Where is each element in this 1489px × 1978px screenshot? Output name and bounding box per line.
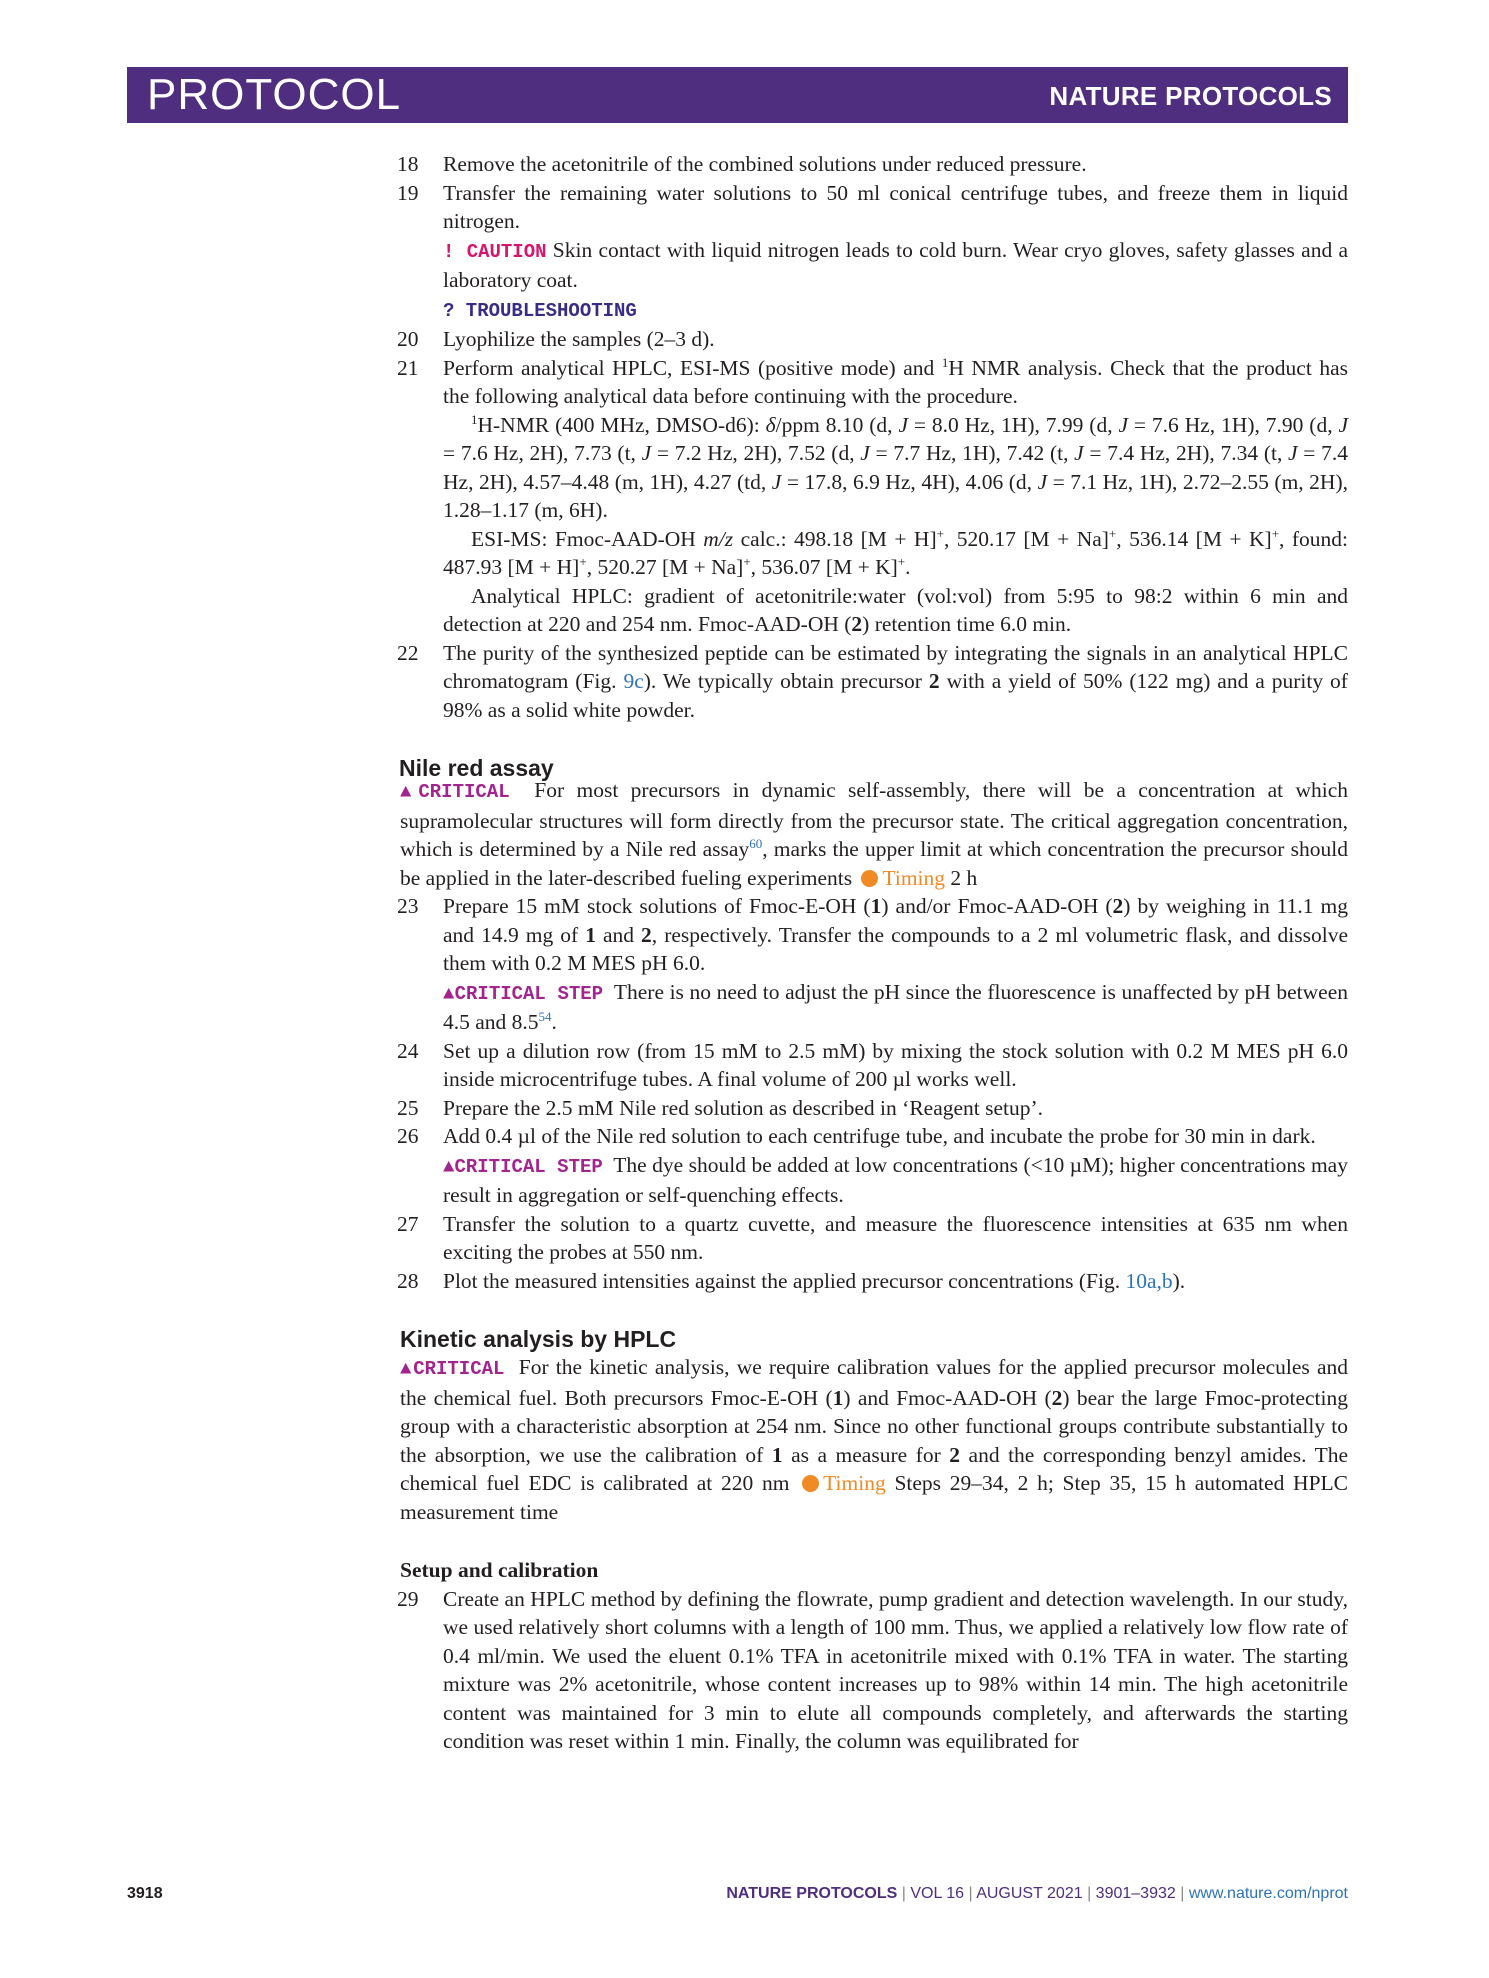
step-text: Transfer the remaining water solutions to 50 ml conical centrifuge tubes, and freeze them in liquid nitrogen.: [443, 180, 1348, 233]
subsection-heading: Setup and calibration: [400, 1558, 599, 1582]
step-19: [397, 179, 1348, 236]
step-text: Transfer the solution to a quartz cuvette, and measure the fluorescence intensities at 635 nm when exciting the probes at 550 nm.: [443, 1211, 1348, 1264]
step-number: 24: [397, 1038, 419, 1063]
intro-text: For most precursors in dynamic self-assembly, there will be a concentration at which supramolecular structures will form directly from the precursor state. The critical aggregation concentration, which is determined by a Nile red assay: [400, 778, 1348, 861]
step-26: [397, 1122, 1348, 1151]
timing-icon: [861, 870, 878, 887]
nmr-data: $^1$H-NMR (400 MHz, DMSO-d6): δ/ppm 8.10 (d, J = 8.0 Hz, 1H), 7.99 (d, J = 7.6 Hz, 1H), 7.90 (d, J = 7.6 Hz, 2H), 7.73 (t, J = 7.2 Hz, 2H), 7.52 (d, J = 7.7 Hz, 1H), 7.42 (t, J = 7.4 Hz, 2H), 7.34 (t, J = 7.4 Hz, 2H), 4.57–4.48 (m, 1H), 4.27 (td, J = 17.8, 6.9 Hz, 4H), 4.06 (d, J = 7.1 Hz, 1H), 2.72–2.55 (m, 2H), 1.28–1.17 (m, 6H).: [443, 411, 1349, 522]
footer-pages: 3901–3932: [1095, 1885, 1176, 1902]
step-text: Remove the acetonitrile of the combined solutions under reduced pressure.: [443, 152, 1087, 176]
step-number: 25: [397, 1095, 419, 1120]
timing-icon: [802, 1475, 819, 1492]
step-text: Prepare the 2.5 mM Nile red solution as described in ‘Reagent setup’.: [443, 1095, 1044, 1120]
critical-label: ▲CRITICAL: [400, 1358, 505, 1380]
troubleshooting-note: [400, 295, 1348, 326]
step-text: Prepare 15 mM stock solutions of Fmoc-E-OH (1) and/or Fmoc-AAD-OH (2) by weighing in 11.1 mg and 14.9 mg of 1 and 2, respectively. Transfer the compounds to a 2 ml volumetric flask, and dissolve them with 0.2 M MES pH 6.0.: [443, 894, 1349, 975]
step-number: 21: [397, 355, 419, 380]
step-number: 22: [397, 640, 419, 665]
step-18: [397, 150, 1348, 179]
critical-intro: [400, 776, 1348, 892]
step-text: [443, 1267, 1348, 1296]
footer-url[interactable]: www.nature.com/nprot: [1188, 1885, 1348, 1902]
step-29: [397, 1585, 1348, 1756]
timing-value: 2 h: [950, 865, 978, 890]
critical-step-note: [443, 1151, 1348, 1210]
caution-label: ! CAUTION: [443, 240, 547, 263]
step-text: Perform analytical HPLC, ESI-MS (positive mode) and $^1$H NMR analysis. Check that the product has the following analytical data before continuing with the procedure.: [443, 354, 1348, 408]
section-heading: Kinetic analysis by HPLC: [400, 1326, 677, 1352]
journal-label: NATURE PROTOCOLS: [1049, 81, 1332, 111]
hplc-data: Analytical HPLC: gradient of acetonitrile:water (vol:vol) from 5:95 to 98:2 within 6 min and detection at 220 and 254 nm. Fmoc-AAD-OH (2) retention time 6.0 min.: [443, 583, 1348, 636]
step-23: [397, 892, 1349, 978]
step-number: 29: [397, 1586, 419, 1611]
intro-text-cont: , marks the upper limit at which concentration the precursor should be applied in the later-described fueling experiments: [400, 837, 1348, 890]
timing-label: Timing: [882, 865, 946, 890]
reference-link[interactable]: 60: [749, 835, 763, 851]
timing-label: Timing: [823, 1471, 886, 1495]
step-27: [397, 1210, 1348, 1267]
footer-date: AUGUST 2021: [976, 1885, 1083, 1902]
footer-volume: VOL 16: [910, 1885, 965, 1902]
running-header: [127, 67, 1348, 123]
step-number: 18: [397, 152, 419, 176]
step-24: [397, 1037, 1348, 1094]
footer-journal: NATURE PROTOCOLS: [726, 1885, 898, 1902]
step-number: 19: [397, 180, 419, 205]
reference-link[interactable]: 54: [538, 1008, 552, 1024]
step-text: Add 0.4 µl of the Nile red solution to each centrifuge tube, and incubate the probe for 30 min in dark.: [443, 1124, 1316, 1148]
page-number: 3918: [127, 1885, 163, 1902]
section-label: PROTOCOL: [147, 70, 402, 119]
critical-intro: ▲CRITICAL For the kinetic analysis, we require calibration values for the applied precursor molecules and the chemical fuel. Both precursors Fmoc-E-OH (1) and Fmoc-AAD-OH (2) bear the large Fmoc-protecting group with a characteristic absorption at 254 nm. Since no other functional groups contribute substantially to the absorption, we use the calibration of 1 as a measure for 2 and the corresponding benzyl amides. The chemical fuel EDC is calibrated at 220 nm Timing Steps 29–34, 2 h; Step 35, 15 h automated HPLC measurement time: [400, 1355, 1349, 1524]
step-text-b: ).: [1172, 1268, 1186, 1293]
timing-value: Steps 29–34, 2 h; Step 35, 15 h automated HPLC measurement time: [400, 1471, 1348, 1524]
figure-link[interactable]: 10a,b: [1125, 1268, 1173, 1293]
step-text-a: Plot the measured intensities against the applied precursor concentrations (Fig.: [443, 1268, 1121, 1293]
step-text: The purity of the synthesized peptide can be estimated by integrating the signals in an analytical HPLC chromatogram (Fig. 9c). We typically obtain precursor 2 with a yield of 50% (122 mg) and a purity of 98% as a solid white powder.: [443, 640, 1348, 722]
step-number: 27: [397, 1211, 419, 1236]
esi-ms-data: ESI-MS: Fmoc-AAD-OH m/z calc.: 498.18 [M + H]+, 520.17 [M + Na]+, 536.14 [M + K]+, found: 487.93 [M + H]+, 520.27 [M + Na]+, 536.07 [M + K]+.: [443, 525, 1348, 579]
critical-step-label: ▲CRITICAL STEP: [443, 1155, 603, 1178]
step-text: Set up a dilution row (from 15 mM to 2.5 mM) by mixing the stock solution with 0.2 M MES pH 6.0 inside microcentrifuge tubes. A final volume of 200 µl works well.: [443, 1038, 1348, 1091]
footer-citation: NATURE PROTOCOLS | VOL 16 | AUGUST 2021 | 3901–3932 | www.nature.com/nprot: [726, 1885, 1348, 1902]
step-20: [397, 325, 1348, 354]
nile-red-body: [397, 776, 1349, 1756]
step-number: 26: [397, 1124, 419, 1148]
step-25: [397, 1094, 1348, 1123]
step-21: [397, 354, 1348, 411]
caution-text: Skin contact with liquid nitrogen leads to cold burn. Wear cryo gloves, safety glasses and a laboratory coat.: [443, 237, 1349, 292]
step-text: Create an HPLC method by defining the flowrate, pump gradient and detection wavelength. In our study, we used relatively short columns with a length of 100 mm. Thus, we applied a relatively low flow rate of 0.4 ml/min. We used the eluent 0.1% TFA in acetonitrile mixed with 0.1% TFA in water. The starting mixture was 2% acetonitrile, whose content increases up to 98% within 14 min. The high acetonitrile content was maintained for 3 min to elute all compounds completely, and afterwards the starting condition was reset within 1 min. Finally, the column was equilibrated for: [443, 1586, 1348, 1753]
step-number: 23: [397, 894, 419, 918]
step-number: 20: [397, 327, 419, 351]
critical-step-note: ▲CRITICAL STEP There is no need to adjust the pH since the fluorescence is unaffected by pH between 4.5 and $8.5^{54}$.: [443, 979, 1348, 1034]
step-22: [397, 639, 1348, 725]
page-body: [397, 150, 1349, 782]
critical-step-text: There is no need to adjust the pH since the fluorescence is unaffected by pH between 4.5 and 8.5: [443, 979, 1348, 1034]
critical-step-label: ▲CRITICAL STEP: [443, 982, 604, 1005]
step-text: Lyophilize the samples (2–3 d).: [443, 327, 715, 351]
figure-link[interactable]: 9c: [623, 669, 644, 693]
critical-label: ▲CRITICAL: [400, 781, 510, 803]
caution-note: [400, 236, 1348, 295]
section-heading: Nile red assay: [399, 755, 554, 781]
step-28: [397, 1267, 1348, 1296]
critical-step-text: The dye should be added at low concentrations (<10 µM); higher concentrations may result in aggregation or self-quenching effects.: [443, 1152, 1348, 1207]
troubleshooting-link[interactable]: ? TROUBLESHOOTING: [443, 299, 637, 322]
step-number: 28: [397, 1268, 419, 1293]
